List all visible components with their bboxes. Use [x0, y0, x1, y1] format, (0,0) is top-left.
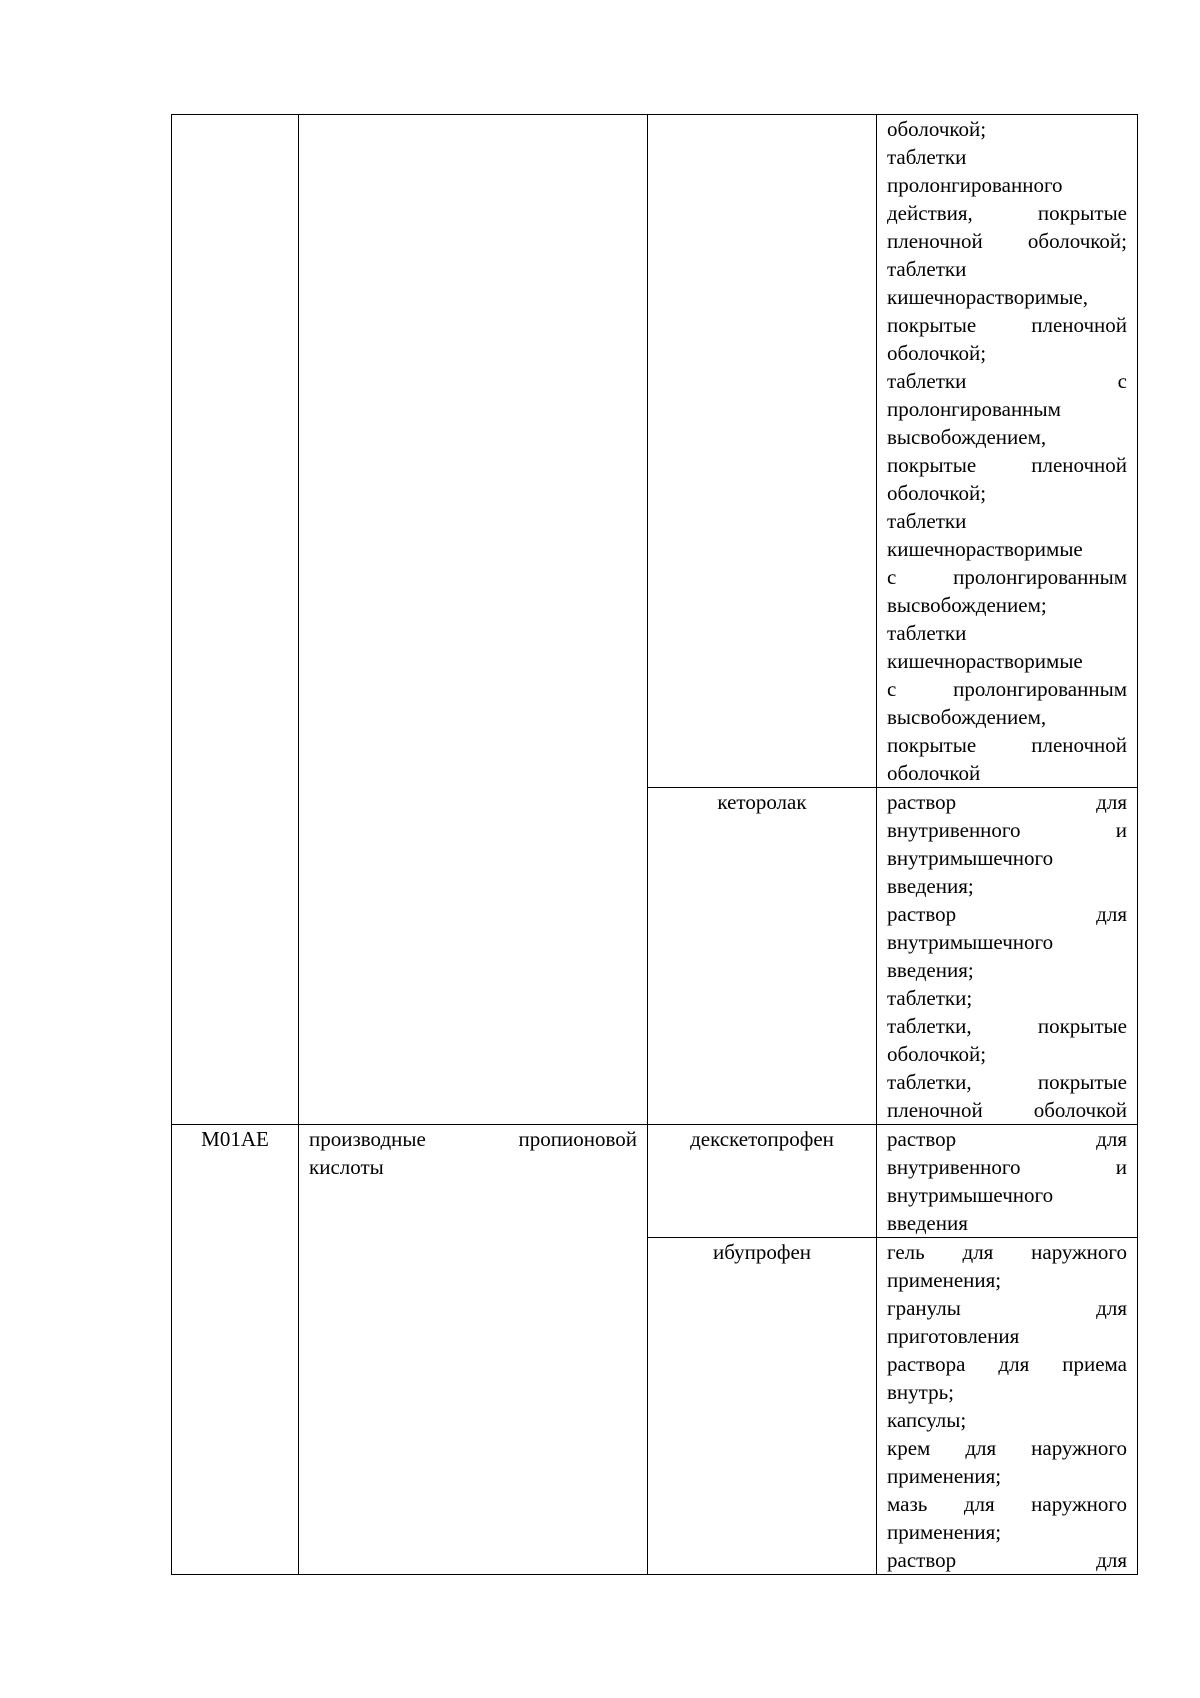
dosage-form-line: пленочной оболочкой — [887, 1098, 1127, 1122]
dosage-form-line: раствор для — [887, 1548, 1127, 1572]
dosage-form-line: оболочкой; — [887, 1042, 987, 1066]
dosage-form-line: действия, покрытые — [887, 201, 1127, 225]
drug-name: ибупрофен — [712, 1240, 812, 1264]
dosage-form-line: таблетки с — [887, 369, 1127, 393]
dosage-form-line: оболочкой; — [887, 117, 987, 141]
dosage-form-line: применения; — [887, 1268, 1002, 1292]
dosage-form-line: введения; — [887, 874, 974, 898]
dosage-form-line: кишечнорастворимые — [887, 537, 1083, 561]
drug-name: кеторолак — [717, 790, 807, 814]
dosage-form-line: введения; — [887, 958, 974, 982]
dosage-form-line: раствор для — [887, 790, 1127, 814]
dosage-form-line: раствора для приема — [887, 1352, 1127, 1376]
dosage-form-line: внутримышечного — [887, 930, 1054, 954]
dosage-form-line: гранулы для — [887, 1296, 1127, 1320]
dosage-form-line: раствор для — [887, 902, 1127, 926]
dosage-form-line: таблетки; — [887, 986, 973, 1010]
dosage-form-line: внутримышечного — [887, 1183, 1054, 1207]
group-name-line: производные пропионовой — [309, 1127, 637, 1151]
dosage-form-line: внутривенного и — [887, 818, 1127, 842]
group-cell — [299, 1125, 648, 1575]
dosage-forms-cell — [877, 788, 1138, 1125]
table-row-continuation — [172, 115, 1138, 788]
dosage-form-line: мазь для наружного — [887, 1492, 1127, 1516]
dosage-forms-cell — [877, 115, 1138, 788]
dosage-form-line: высвобождением, — [887, 705, 1047, 729]
dosage-form-line: высвобождением, — [887, 425, 1047, 449]
dosage-forms-list — [887, 1238, 1127, 1574]
dosage-form-line: раствор для — [887, 1127, 1127, 1151]
dosage-forms-cell — [877, 1238, 1138, 1575]
dosage-forms-list — [887, 115, 1127, 787]
drug-name-cell-empty — [648, 115, 877, 788]
dosage-form-line: гель для наружного — [887, 1240, 1127, 1264]
dosage-form-line: оболочкой — [887, 761, 981, 785]
atc-code-cell — [172, 1125, 299, 1575]
dosage-form-line: применения; — [887, 1520, 1002, 1544]
dosage-form-line: таблетки — [887, 509, 967, 533]
dosage-form-line: покрытые пленочной — [887, 453, 1127, 477]
drug-name-cell — [648, 1125, 877, 1238]
dosage-form-line: кишечнорастворимые — [887, 649, 1083, 673]
dosage-form-line: внутривенного и — [887, 1155, 1127, 1179]
atc-code-cell-empty — [172, 115, 299, 1125]
dosage-form-line: внутримышечного — [887, 846, 1054, 870]
drug-name: декскетопрофен — [690, 1127, 834, 1151]
drug-name-cell — [648, 788, 877, 1125]
dosage-form-line: пролонгированным — [887, 397, 1061, 421]
drug-table — [171, 114, 1138, 1575]
dosage-form-line: покрытые пленочной — [887, 313, 1127, 337]
dosage-forms-list — [887, 1125, 1127, 1237]
group-name-line: кислоты — [309, 1155, 384, 1179]
dosage-form-line: оболочкой; — [887, 341, 987, 365]
dosage-form-line: с пролонгированным — [887, 565, 1127, 589]
group-cell-empty — [299, 115, 648, 1125]
dosage-form-line: кишечнорастворимые, — [887, 285, 1089, 309]
dosage-form-line: таблетки — [887, 621, 967, 645]
dosage-form-line: применения; — [887, 1464, 1002, 1488]
dosage-form-line: таблетки — [887, 257, 967, 281]
dosage-form-line: пленочной оболочкой; — [887, 229, 1127, 253]
dosage-form-line: внутрь; — [887, 1380, 954, 1404]
dosage-form-line: таблетки, покрытые — [887, 1014, 1127, 1038]
atc-code: M01AE — [201, 1127, 269, 1151]
dosage-form-line: с пролонгированным — [887, 677, 1127, 701]
dosage-form-line: таблетки, покрытые — [887, 1070, 1127, 1094]
dosage-form-line: высвобождением; — [887, 593, 1047, 617]
drug-name-cell — [648, 1238, 877, 1575]
dosage-form-line: приготовления — [887, 1324, 1020, 1348]
dosage-form-line: введения — [887, 1211, 968, 1235]
dosage-forms-list — [887, 788, 1127, 1124]
dosage-form-line: пролонгированного — [887, 173, 1063, 197]
dosage-forms-cell — [877, 1125, 1138, 1238]
table-row-dexketoprofen — [172, 1125, 1138, 1238]
dosage-form-line: таблетки — [887, 145, 967, 169]
dosage-form-line: покрытые пленочной — [887, 733, 1127, 757]
dosage-form-line: крем для наружного — [887, 1436, 1127, 1460]
dosage-form-line: оболочкой; — [887, 481, 987, 505]
dosage-form-line: капсулы; — [887, 1408, 967, 1432]
